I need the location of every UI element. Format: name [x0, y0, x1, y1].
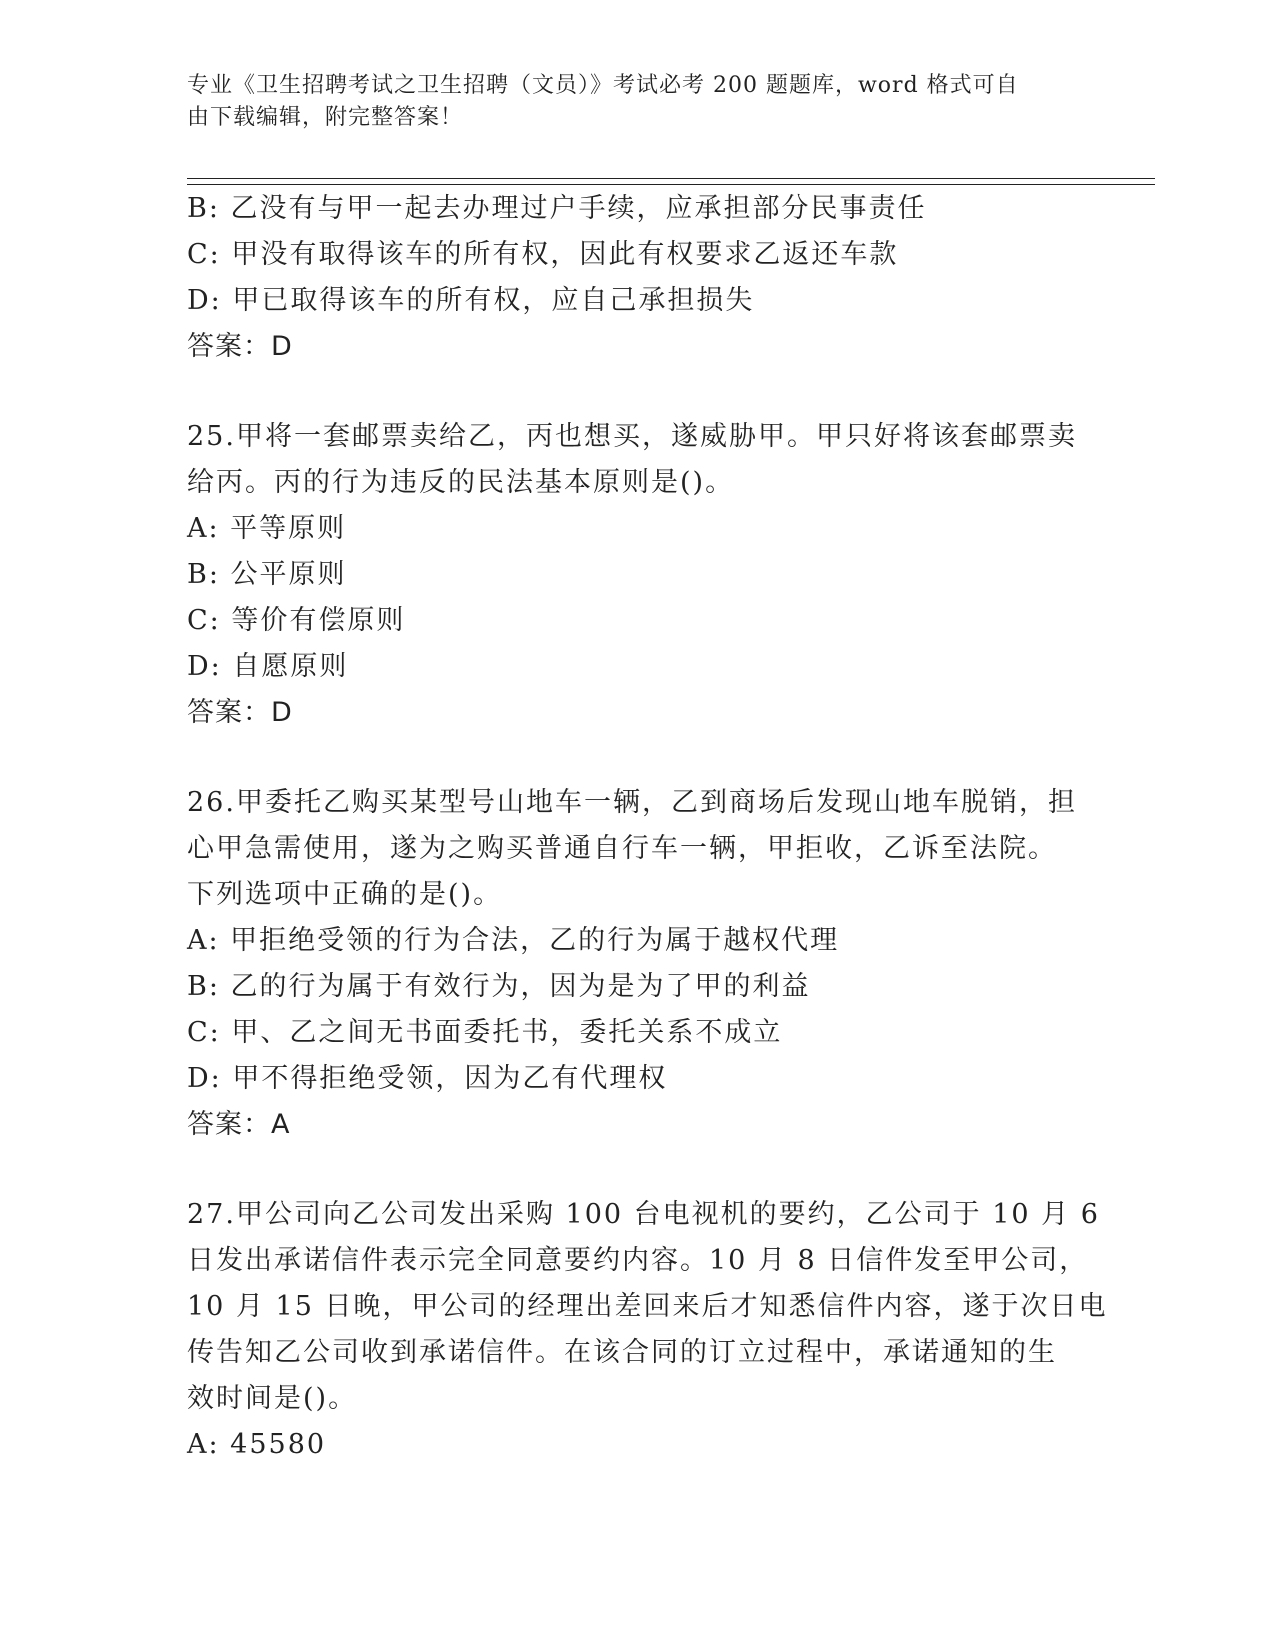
question-text-line: 日发出承诺信件表示完全同意要约内容。10 月 8 日信件发至甲公司，: [187, 1245, 1089, 1276]
document-body: [187, 186, 1108, 1468]
option-b: B: 公平原则: [187, 559, 347, 590]
option-c: C: 甲没有取得该车的所有权，因此有权要求乙返还车款: [187, 239, 899, 270]
option-a: A: 45580: [187, 1429, 327, 1460]
header-line-1: 专业《卫生招聘考试之卫生招聘（文员）》考试必考 200 题题库，word 格式可自: [187, 73, 1019, 98]
answer: 答案：D: [187, 331, 293, 362]
header-line-2: 由下载编辑，附完整答案！: [187, 105, 464, 130]
question-27: [187, 1192, 1108, 1468]
question-text-line: 26.甲委托乙购买某型号山地车一辆，乙到商场后发现山地车脱销，担: [187, 787, 1077, 818]
question-text-line: 给丙。丙的行为违反的民法基本原则是()。: [187, 467, 735, 498]
option-d: D: 自愿原则: [187, 651, 349, 682]
question-text-line: 25.甲将一套邮票卖给乙，丙也想买，遂威胁甲。甲只好将该套邮票卖: [187, 421, 1077, 452]
header-rule-bottom: [187, 184, 1155, 185]
header-rule-top: [187, 178, 1155, 179]
question-text-line: 传告知乙公司收到承诺信件。在该合同的订立过程中，承诺通知的生: [187, 1337, 1057, 1368]
document-header: [187, 70, 1067, 134]
question-text-line: 效时间是()。: [187, 1383, 358, 1414]
question-text-line: 27.甲公司向乙公司发出采购 100 台电视机的要约，乙公司于 10 月 6: [187, 1199, 1100, 1230]
question-26: [187, 780, 1087, 1148]
option-d: D: 甲已取得该车的所有权，应自己承担损失: [187, 285, 755, 316]
option-a: A: 甲拒绝受领的行为合法，乙的行为属于越权代理: [187, 925, 840, 956]
option-b: B: 乙的行为属于有效行为，因为是为了甲的利益: [187, 971, 811, 1002]
question-25: [187, 414, 1087, 736]
option-b: B: 乙没有与甲一起去办理过户手续，应承担部分民事责任: [187, 193, 927, 224]
question-text-line: 10 月 15 日晚，甲公司的经理出差回来后才知悉信件内容，遂于次日电: [187, 1291, 1108, 1322]
option-a: A: 平等原则: [187, 513, 347, 544]
option-c: C: 甲、乙之间无书面委托书，委托关系不成立: [187, 1017, 783, 1048]
prev-question-options: [187, 186, 1087, 324]
option-d: D: 甲不得拒绝受领，因为乙有代理权: [187, 1063, 668, 1094]
option-c: C: 等价有偿原则: [187, 605, 406, 636]
question-text-line: 下列选项中正确的是()。: [187, 879, 503, 910]
question-text-line: 心甲急需使用，遂为之购买普通自行车一辆，甲拒收，乙诉至法院。: [187, 833, 1057, 864]
answer: 答案：A: [187, 1109, 291, 1140]
answer: 答案：D: [187, 697, 293, 728]
